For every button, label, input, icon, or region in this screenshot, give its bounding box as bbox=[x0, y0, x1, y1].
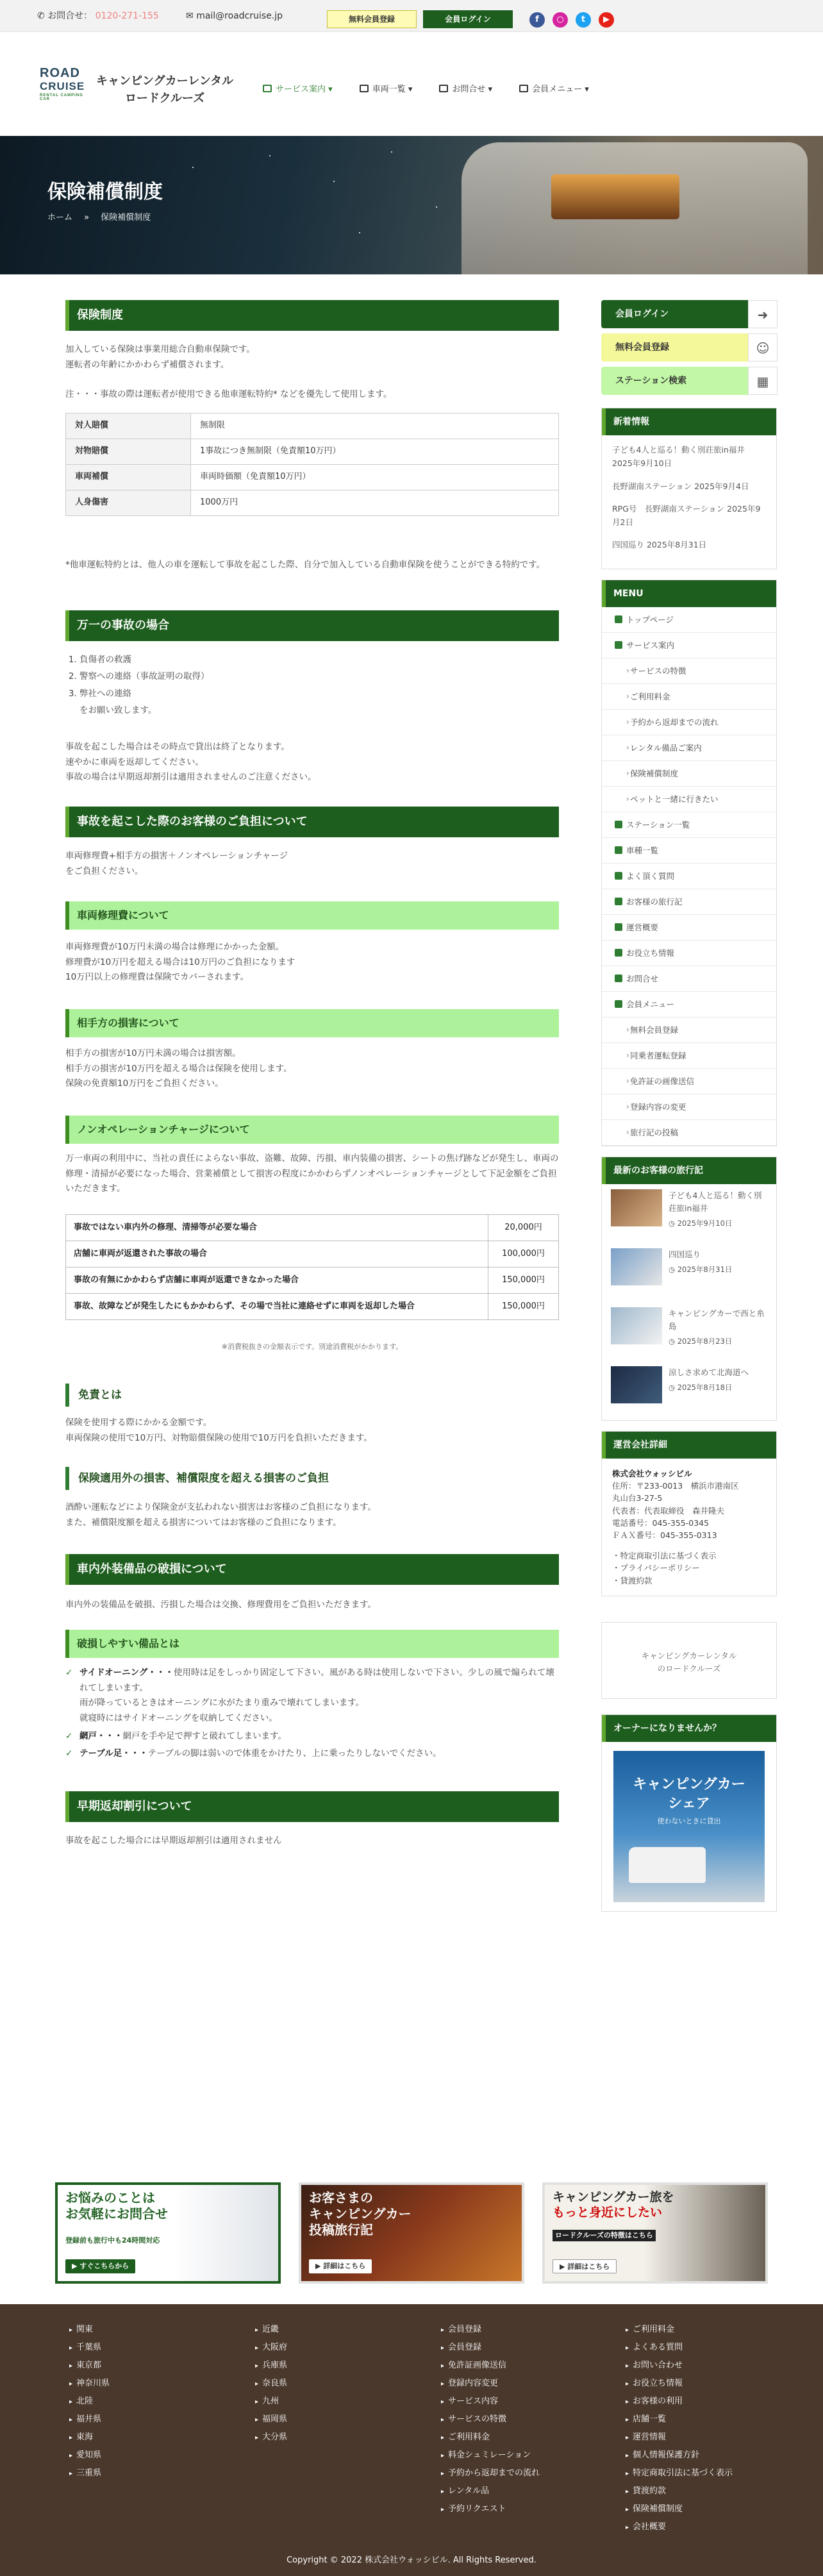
chevron-right-icon: › bbox=[626, 1025, 629, 1034]
menu-icon bbox=[615, 641, 622, 649]
footer-link[interactable]: ▸ お役立ち情報 bbox=[626, 2375, 733, 2393]
sidebar-station-label: ステーション検索 bbox=[615, 376, 687, 386]
sidebar-register-label: 無料会員登録 bbox=[615, 342, 669, 353]
footer-link[interactable]: ▸ 東海 bbox=[69, 2429, 110, 2446]
brand-logo-box[interactable]: キャンピングカーレンタルのロードクルーズ bbox=[601, 1622, 777, 1699]
list-item bbox=[65, 1746, 559, 1762]
menu-item-label: 旅行記の投稿 bbox=[630, 1127, 679, 1137]
menu-icon bbox=[615, 615, 622, 623]
banner-title: お悩みのことは お気軽にお問合せ bbox=[65, 2190, 168, 2221]
menu-item[interactable] bbox=[602, 889, 776, 915]
logo-line-3: RENTAL CAMPING CAR bbox=[40, 94, 83, 101]
menu-item-label: 免許証の画像送信 bbox=[630, 1076, 695, 1086]
banner-title: お客さまの キャンピングカー 投稿旅行記 bbox=[309, 2190, 412, 2237]
banner-cta[interactable]: ▶ 詳細はこちら bbox=[553, 2259, 617, 2273]
logo-line-1: ROAD bbox=[40, 66, 80, 80]
menu-item[interactable] bbox=[602, 915, 776, 941]
operator-line: 代表者：代表取締役 森井隆夫 bbox=[612, 1505, 725, 1516]
fragile-items-list bbox=[65, 1666, 559, 1764]
menu-item-label: お役立ち情報 bbox=[626, 948, 675, 958]
menu-icon bbox=[615, 949, 622, 957]
menu-item[interactable] bbox=[602, 1017, 776, 1043]
travelogue-date: ◷ 2025年8月18日 bbox=[669, 1382, 733, 1392]
sidebar-login-label: 会員ログイン bbox=[615, 309, 669, 319]
travelogue-title: キャンピングカーで西と糸島 bbox=[669, 1308, 765, 1331]
fee-case: 事故ではない車内外の修理、清掃等が必要な場合 bbox=[66, 1215, 488, 1241]
operator-line: 住所：〒233-0013 横浜市港南区 bbox=[612, 1480, 739, 1491]
menu-list bbox=[602, 607, 776, 1146]
camper-illustration bbox=[629, 1847, 706, 1883]
site-title[interactable] bbox=[96, 72, 233, 107]
youtube-icon[interactable]: ▶ bbox=[599, 12, 614, 28]
chevron-right-icon: › bbox=[626, 1050, 629, 1060]
menu-item-label: お客様の旅行記 bbox=[626, 896, 683, 907]
tel-label: お問合せ： bbox=[47, 11, 93, 21]
table-row bbox=[66, 1294, 559, 1320]
menu-item[interactable] bbox=[602, 735, 776, 761]
footer-link[interactable]: ▸ 大分県 bbox=[255, 2429, 287, 2446]
menu-icon bbox=[615, 846, 622, 854]
menu-icon bbox=[615, 898, 622, 905]
table-value: 車両時価額（免責額10万円） bbox=[191, 465, 559, 490]
menu-item-label: 登録内容の変更 bbox=[630, 1101, 686, 1112]
third-party-heading: 相手方の損害について bbox=[65, 1009, 559, 1037]
footer-link[interactable]: ▸ 愛知県 bbox=[69, 2446, 110, 2464]
menu-item[interactable] bbox=[602, 1043, 776, 1069]
site-logo[interactable] bbox=[40, 67, 85, 101]
table-key: 対人賠償 bbox=[66, 414, 191, 439]
footer-link[interactable]: ▸ 保険補償制度 bbox=[626, 2500, 733, 2518]
news-item[interactable]: 四国巡り 2025年8月31日 bbox=[612, 540, 707, 550]
footer-link[interactable]: ▸ ご利用料金 bbox=[441, 2429, 540, 2446]
operator-details bbox=[602, 1459, 776, 1596]
breadcrumb bbox=[47, 212, 151, 225]
logo-line-2: CRUISE bbox=[40, 80, 85, 92]
top-bar bbox=[0, 0, 823, 32]
travelogue-title: 涼しさ求めて北海道へ bbox=[669, 1367, 749, 1377]
deductible-text: 保険を使用する際にかかる金額です。 車両保険の使用で10万円、対物賠償保険の使用で10万円を負担いただきます。 bbox=[65, 1418, 372, 1443]
footer-link[interactable]: ▸ 大阪府 bbox=[255, 2339, 287, 2357]
news-list bbox=[602, 435, 776, 569]
uncovered-text: 酒酔い運転などにより保険金が支払われない損害はお客様のご負担になります。 また、補償限度額を超える損害についてはお客様のご負担になります。 bbox=[65, 1502, 376, 1528]
nav-contact-label: お問合せ bbox=[452, 85, 486, 94]
contact-email[interactable] bbox=[186, 9, 283, 23]
operator-name: 株式会社ウォッシビル bbox=[612, 1468, 692, 1478]
section-early-return-heading: 早期返却割引について bbox=[65, 1791, 559, 1822]
footer-link[interactable]: ▸ 北陸 bbox=[69, 2393, 110, 2411]
footer-link[interactable]: ▸ 免許証画像送信 bbox=[441, 2357, 540, 2375]
menu-item[interactable] bbox=[602, 992, 776, 1017]
menu-item[interactable] bbox=[602, 812, 776, 838]
item-text: テーブルの脚は弱いので体重をかけたり、上に乗ったりしないでください。 bbox=[147, 1748, 442, 1759]
menu-item-label: 運営概要 bbox=[626, 922, 659, 932]
chevron-right-icon: › bbox=[626, 717, 629, 726]
footer-link[interactable]: ▸ 兵庫県 bbox=[255, 2357, 287, 2375]
accident-steps bbox=[65, 651, 210, 719]
footer-link[interactable]: ▸ サービスの特徴 bbox=[441, 2411, 540, 2429]
footer-column-areas-2 bbox=[255, 2321, 287, 2446]
footer-column-service bbox=[441, 2321, 540, 2518]
item-text: 使用時は足をしっかり固定して下さい。風がある時は使用しないで下さい。少しの風で煽られて壊れてしまいます。 雨が降っているときはオーニングに水がたまり重みで壊れてしまいます。 就寝時にはサイドオーニングを収納してください。 bbox=[79, 1668, 554, 1723]
list-item: 2. 警察への連絡（事故証明の取得） bbox=[79, 668, 210, 685]
item-text: 網戸を手や足で押すと破れてしまいます。 bbox=[122, 1730, 287, 1741]
menu-item-label: サービス案内 bbox=[626, 640, 675, 650]
operator-heading: 運営会社詳細 bbox=[602, 1432, 776, 1459]
travelogue-date: ◷ 2025年9月10日 bbox=[669, 1218, 733, 1228]
banner-cta[interactable]: ▶ すぐこちらから bbox=[65, 2259, 135, 2273]
menu-item-label: ペットと一緒に行きたい bbox=[630, 794, 719, 804]
list-item bbox=[65, 1666, 559, 1727]
phone-icon: ✆ bbox=[37, 11, 45, 21]
footer-link[interactable]: ▸ 近畿 bbox=[255, 2321, 287, 2339]
operator-link[interactable]: ・特定商取引法に基づく表示 bbox=[612, 1550, 717, 1560]
travelogue-title: 四国巡り bbox=[669, 1249, 701, 1259]
menu-item[interactable] bbox=[602, 1094, 776, 1120]
sidebar-login-button[interactable] bbox=[601, 300, 777, 328]
banner-subtext: 登録前も旅行中も24時間対応 bbox=[65, 2236, 160, 2245]
member-icon bbox=[519, 85, 528, 92]
noc-text: 万一車両の利用中に、当社の責任によらない事故、盗難、故障、汚損、車内装備の損害、シートの焦げ跡などが発生し、車両の修理・清掃が必要になった場合、営業補償として損害の程度にかかわらずノンオペレーションチャージとして下記金額をご負担いただきます。 bbox=[65, 1153, 559, 1194]
footer-link[interactable]: ▸ 貸渡約款 bbox=[626, 2482, 733, 2500]
operator-line: 電話番号：045-355-0345 bbox=[612, 1518, 710, 1528]
table-row bbox=[66, 465, 559, 490]
chevron-right-icon: › bbox=[626, 794, 629, 803]
travelogue-thumbnail bbox=[611, 1307, 662, 1344]
chevron-right-icon: › bbox=[626, 1076, 629, 1085]
site-title-line-1: キャンピングカーレンタル bbox=[96, 74, 234, 88]
mail-icon: ✉ bbox=[186, 11, 194, 21]
footer-link[interactable]: ▸ ご利用料金 bbox=[626, 2321, 733, 2339]
copyright: Copyright © 2022 株式会社ウォッシビル. All Rights Reserved. bbox=[287, 2555, 536, 2565]
equipment-text: 車内外の装備品を破損、汚損した場合は交換、修理費用をご負担いただきます。 bbox=[65, 1600, 376, 1610]
menu-item-label: よく頂く質問 bbox=[626, 871, 675, 881]
noc-fee-table bbox=[65, 1214, 559, 1320]
footer-link[interactable]: ▸ 会員登録 bbox=[441, 2321, 540, 2339]
travelogue-item[interactable] bbox=[602, 1184, 776, 1243]
chevron-right-icon: › bbox=[626, 665, 629, 675]
travelogue-item[interactable] bbox=[602, 1243, 776, 1302]
menu-item-label: ご利用料金 bbox=[630, 691, 670, 701]
footer-link[interactable]: ▸ 東京都 bbox=[69, 2357, 110, 2375]
nav-vehicles[interactable]: 車両一覧 ▾ bbox=[360, 83, 413, 97]
menu-item-label: ステーション一覧 bbox=[626, 819, 690, 830]
instagram-icon[interactable]: ○ bbox=[553, 12, 568, 28]
operator-line: ＦＡＸ番号：045-355-0313 bbox=[612, 1530, 717, 1541]
fee-amount: 100,000円 bbox=[488, 1241, 559, 1267]
operator-widget bbox=[601, 1431, 777, 1596]
menu-item-label: 保険補償制度 bbox=[630, 768, 679, 778]
user-add-icon: ☺ bbox=[748, 333, 777, 362]
fee-case: 店舗に車両が返還された事故の場合 bbox=[66, 1241, 488, 1267]
breadcrumb-current: 保険補償制度 bbox=[101, 213, 151, 222]
banner-cta[interactable]: ▶ 詳細はこちら bbox=[309, 2259, 372, 2273]
table-row bbox=[66, 439, 559, 465]
travelogue-title: 子ども4人と巡る！動く別荘旅in福井 bbox=[669, 1190, 762, 1213]
item-name: 網戸・・・ bbox=[79, 1730, 123, 1741]
travelogue-thumbnail bbox=[611, 1366, 662, 1403]
nav-member[interactable]: 会員メニュー ▾ bbox=[519, 83, 589, 97]
nav-vehicles-label: 車両一覧 bbox=[372, 85, 406, 94]
login-icon: ➜ bbox=[748, 300, 777, 328]
footer-link[interactable]: ▸ 店舗一覧 bbox=[626, 2411, 733, 2429]
table-key: 人身傷害 bbox=[66, 490, 191, 516]
owner-banner-image[interactable] bbox=[613, 1751, 765, 1902]
travelogue-widget bbox=[601, 1157, 777, 1421]
third-party-text: 相手方の損害が10万円未満の場合は損害額。 相手方の損害が10万円を超える場合は保険を使用します。 保険の免責額10万円をご負担ください。 bbox=[65, 1048, 292, 1089]
footer-link[interactable]: ▸ 福岡県 bbox=[255, 2411, 287, 2429]
owner-heading: オーナーになりませんか？ bbox=[602, 1715, 776, 1742]
footer-link[interactable]: ▸ お問い合わせ bbox=[626, 2357, 733, 2375]
menu-item-label: 同乗者運転登録 bbox=[630, 1050, 686, 1060]
repair-cost-text: 車両修理費が10万円未満の場合は修理にかかった金額。 修理費が10万円を超える場合は10万円のご負担になります 10万円以上の修理費は保険でカバーされます。 bbox=[65, 942, 295, 983]
nav-contact[interactable]: お問合せ ▾ bbox=[439, 83, 492, 97]
travelogue-thumbnail bbox=[611, 1189, 662, 1226]
contact-banner[interactable] bbox=[55, 2182, 281, 2284]
menu-widget bbox=[601, 580, 777, 1146]
owner-widget bbox=[601, 1714, 777, 1912]
global-nav bbox=[263, 83, 589, 97]
news-item[interactable]: RPG号 長野湖南ステーション 2025年9月2日 bbox=[612, 503, 761, 527]
menu-item[interactable] bbox=[602, 864, 776, 889]
menu-item-label: レンタル備品ご案内 bbox=[630, 742, 702, 753]
chevron-right-icon: › bbox=[626, 768, 629, 778]
owner-banner-text: キャンピングカー シェア 使わないときに貸出 bbox=[633, 1776, 745, 1826]
menu-item-label: トップページ bbox=[626, 614, 674, 624]
travelogue-item[interactable] bbox=[602, 1361, 776, 1420]
footer-link[interactable]: ▸ 三重県 bbox=[69, 2464, 110, 2482]
footer-link[interactable]: ▸ 神奈川県 bbox=[69, 2375, 110, 2393]
travelogue-date: ◷ 2025年8月31日 bbox=[669, 1264, 733, 1274]
section-insurance-heading: 保険制度 bbox=[65, 300, 559, 331]
insurance-intro: 加入している保険は事業用総合自動車保険です。 運転者の年齢にかかわらず補償されます。 bbox=[65, 344, 255, 370]
menu-item[interactable] bbox=[602, 941, 776, 966]
car-icon bbox=[360, 85, 369, 92]
fee-amount: 150,000円 bbox=[488, 1294, 559, 1320]
member-login-button[interactable]: 会員ログイン bbox=[423, 10, 513, 28]
sidebar-register-button[interactable] bbox=[601, 333, 777, 362]
fragile-items-heading: 破損しやすい備品とは bbox=[65, 1630, 559, 1658]
menu-icon bbox=[615, 872, 622, 880]
contact-phone[interactable] bbox=[37, 9, 159, 23]
table-row bbox=[66, 1267, 559, 1294]
table-value: 1000万円 bbox=[191, 490, 559, 516]
camper-window-glow bbox=[551, 174, 679, 219]
travelogue-date: ◷ 2025年8月23日 bbox=[669, 1336, 733, 1346]
chevron-right-icon: › bbox=[626, 1127, 629, 1137]
menu-icon bbox=[615, 974, 622, 982]
operator-links bbox=[612, 1550, 766, 1587]
menu-heading: MENU bbox=[602, 580, 776, 607]
noc-heading: ノンオペレーションチャージについて bbox=[65, 1116, 559, 1144]
banner-title: キャンピングカー旅を もっと身近にしたい bbox=[553, 2190, 674, 2220]
table-key: 対物賠償 bbox=[66, 439, 191, 465]
news-widget bbox=[601, 408, 777, 569]
menu-item[interactable] bbox=[602, 966, 776, 992]
footer-link[interactable]: ▸ 料金シュミレーション bbox=[441, 2446, 540, 2464]
menu-item-label: 車種一覧 bbox=[626, 845, 659, 855]
menu-icon bbox=[615, 821, 622, 828]
footer-link[interactable]: ▸ レンタル品 bbox=[441, 2482, 540, 2500]
list-item bbox=[65, 1729, 559, 1744]
nav-service[interactable]: サービス案内 ▾ bbox=[263, 83, 333, 97]
footer-link[interactable]: ▸ 奈良県 bbox=[255, 2375, 287, 2393]
nav-member-label: 会員メニュー bbox=[532, 85, 583, 94]
travelogue-heading: 最新のお客様の旅行記 bbox=[602, 1157, 776, 1184]
menu-item-label: サービスの特徴 bbox=[630, 665, 686, 676]
table-value: 無制限 bbox=[191, 414, 559, 439]
footer-link[interactable]: ▸ 千葉県 bbox=[69, 2339, 110, 2357]
news-item[interactable]: 子ども4人と巡る！動く別荘旅in福井 2025年9月10日 bbox=[612, 445, 745, 469]
operator-link[interactable]: ・プライバシーポリシー bbox=[612, 1563, 700, 1573]
footer-link[interactable]: ▸ 福井県 bbox=[69, 2411, 110, 2429]
travelogue-banner[interactable] bbox=[299, 2182, 524, 2284]
page-hero bbox=[0, 136, 823, 274]
table-key: 車両補償 bbox=[66, 465, 191, 490]
menu-item-label: 会員メニュー bbox=[626, 999, 675, 1009]
footer-link[interactable]: ▸ 予約リクエスト bbox=[441, 2500, 540, 2518]
operator-link[interactable]: ・貸渡約款 bbox=[612, 1575, 653, 1585]
footer-link[interactable]: ▸ 関東 bbox=[69, 2321, 110, 2339]
table-row bbox=[66, 414, 559, 439]
list-item: 1. 負傷者の救護 bbox=[79, 651, 210, 668]
fee-case: 事故、故障などが発生したにもかかわらず、その場で当社に連絡せずに車両を返却した場合 bbox=[66, 1294, 488, 1320]
travelogue-thumbnail bbox=[611, 1248, 662, 1285]
sidebar-station-button[interactable] bbox=[601, 367, 777, 395]
tel-number[interactable]: 0120-271-155 bbox=[95, 11, 159, 21]
insurance-note: 注・・・事故の際は運転者が使用できる他車運転特約* などを優先して使用します。 bbox=[65, 389, 392, 399]
sidebar bbox=[601, 300, 777, 1912]
burden-text: 車両修理費+相手方の損害＋ノンオペレーションチャージ をご負担ください。 bbox=[65, 851, 288, 876]
footer-link[interactable]: ▸ 予約から返却までの流れ bbox=[441, 2464, 540, 2482]
operator-line: 丸山台3-27-5 bbox=[612, 1493, 663, 1503]
table-value: 1事故につき無制限（免責額10万円） bbox=[191, 439, 559, 465]
footer-link[interactable]: ▸ サービス内容 bbox=[441, 2393, 540, 2411]
section-accident-heading: 万一の事故の場合 bbox=[65, 610, 559, 641]
news-item[interactable]: 長野湖南ステーション 2025年9月4日 bbox=[612, 481, 749, 491]
tax-note: ※消費税抜きの金額表示です。別途消費税がかかります。 bbox=[221, 1342, 403, 1351]
fee-amount: 20,000円 bbox=[488, 1215, 559, 1241]
footer-link[interactable]: ▸ 運営情報 bbox=[626, 2429, 733, 2446]
accident-text: 事故を起こした場合はその時点で貸出は終了となります。 速やかに車両を返却してください。 事故の場合は早期返却割引は適用されませんのご注意ください。 bbox=[65, 742, 317, 783]
page-title: 保険補償制度 bbox=[47, 181, 163, 203]
uncovered-heading: 保険適用外の損害、補償限度を超える損害のご負担 bbox=[65, 1467, 329, 1490]
menu-icon bbox=[615, 1000, 622, 1008]
calendar-icon: ▦ bbox=[748, 367, 777, 395]
fee-amount: 150,000円 bbox=[488, 1267, 559, 1294]
features-banner[interactable] bbox=[542, 2182, 768, 2284]
footer-column-areas-1 bbox=[69, 2321, 110, 2482]
footer-link[interactable]: ▸ 個人情報保護方針 bbox=[626, 2446, 733, 2464]
menu-item[interactable] bbox=[602, 607, 776, 633]
menu-item[interactable] bbox=[602, 710, 776, 735]
banner-subtext: ロードクルーズの特徴はこちら bbox=[553, 2230, 656, 2241]
chevron-right-icon: › bbox=[626, 1101, 629, 1111]
section-equipment-heading: 車内外装備品の破損について bbox=[65, 1554, 559, 1585]
fee-case: 事故の有無にかかわらず店舗に車両が返還できなかった場合 bbox=[66, 1267, 488, 1294]
menu-item[interactable] bbox=[602, 838, 776, 864]
deductible-heading: 免責とは bbox=[65, 1384, 122, 1407]
email-address[interactable]: mail@roadcruise.jp bbox=[196, 11, 283, 21]
menu-item-label: 予約から返却までの流れ bbox=[630, 717, 719, 727]
site-footer bbox=[0, 2304, 823, 2576]
chevron-right-icon: › bbox=[626, 691, 629, 701]
repair-cost-heading: 車両修理費について bbox=[65, 901, 559, 930]
menu-icon bbox=[615, 923, 622, 931]
travelogue-item[interactable] bbox=[602, 1302, 776, 1361]
nav-service-label: サービス案内 bbox=[276, 85, 326, 94]
item-name: サイドオーニング・・・ bbox=[79, 1668, 174, 1678]
list-item: 3. 弊社への連絡 をお願い致します。 bbox=[79, 685, 210, 719]
footer-link[interactable]: ▸ 九州 bbox=[255, 2393, 287, 2411]
table-row bbox=[66, 1215, 559, 1241]
menu-item[interactable] bbox=[602, 787, 776, 812]
news-heading: 新着情報 bbox=[602, 408, 776, 435]
footer-link[interactable]: ▸ 会社概要 bbox=[626, 2518, 733, 2536]
footer-column-info bbox=[626, 2321, 733, 2536]
breadcrumb-separator: » bbox=[84, 213, 90, 222]
table-row bbox=[66, 490, 559, 516]
menu-item[interactable] bbox=[602, 684, 776, 710]
footer-link[interactable]: ▸ よくある質問 bbox=[626, 2339, 733, 2357]
item-name: テーブル足・・・ bbox=[79, 1748, 148, 1759]
chevron-right-icon: › bbox=[626, 742, 629, 752]
footer-link[interactable]: ▸ 特定商取引法に基づく表示 bbox=[626, 2464, 733, 2482]
footer-link[interactable]: ▸ お客様の利用 bbox=[626, 2393, 733, 2411]
service-icon bbox=[263, 85, 272, 92]
twitter-icon[interactable]: t bbox=[576, 12, 591, 28]
section-burden-heading: 事故を起こした際のお客様のご負担について bbox=[65, 807, 559, 837]
footer-link[interactable]: ▸ 会員登録 bbox=[441, 2339, 540, 2357]
table-row bbox=[66, 1241, 559, 1267]
menu-item-label: 無料会員登録 bbox=[630, 1025, 679, 1035]
menu-item[interactable] bbox=[602, 633, 776, 658]
menu-item[interactable] bbox=[602, 1069, 776, 1094]
menu-item[interactable] bbox=[602, 1120, 776, 1146]
early-return-text: 事故を起こした場合には早期返却割引は適用されません bbox=[65, 1836, 282, 1846]
menu-item[interactable] bbox=[602, 761, 776, 787]
footer-link[interactable]: ▸ 登録内容変更 bbox=[441, 2375, 540, 2393]
special-clause-note: *他車運転特約とは、他人の車を運転して事故を起こした際、自分で加入している自動車保険を使うことができる特約です。 bbox=[65, 560, 545, 570]
free-register-button[interactable]: 無料会員登録 bbox=[327, 10, 417, 28]
menu-item-label: お問合せ bbox=[626, 973, 659, 983]
site-title-line-2: ロードクルーズ bbox=[124, 92, 205, 105]
contact-icon bbox=[439, 85, 448, 92]
breadcrumb-home[interactable]: ホーム bbox=[47, 213, 73, 222]
menu-item[interactable] bbox=[602, 658, 776, 684]
insurance-table bbox=[65, 413, 559, 516]
facebook-icon[interactable]: f bbox=[529, 12, 545, 28]
